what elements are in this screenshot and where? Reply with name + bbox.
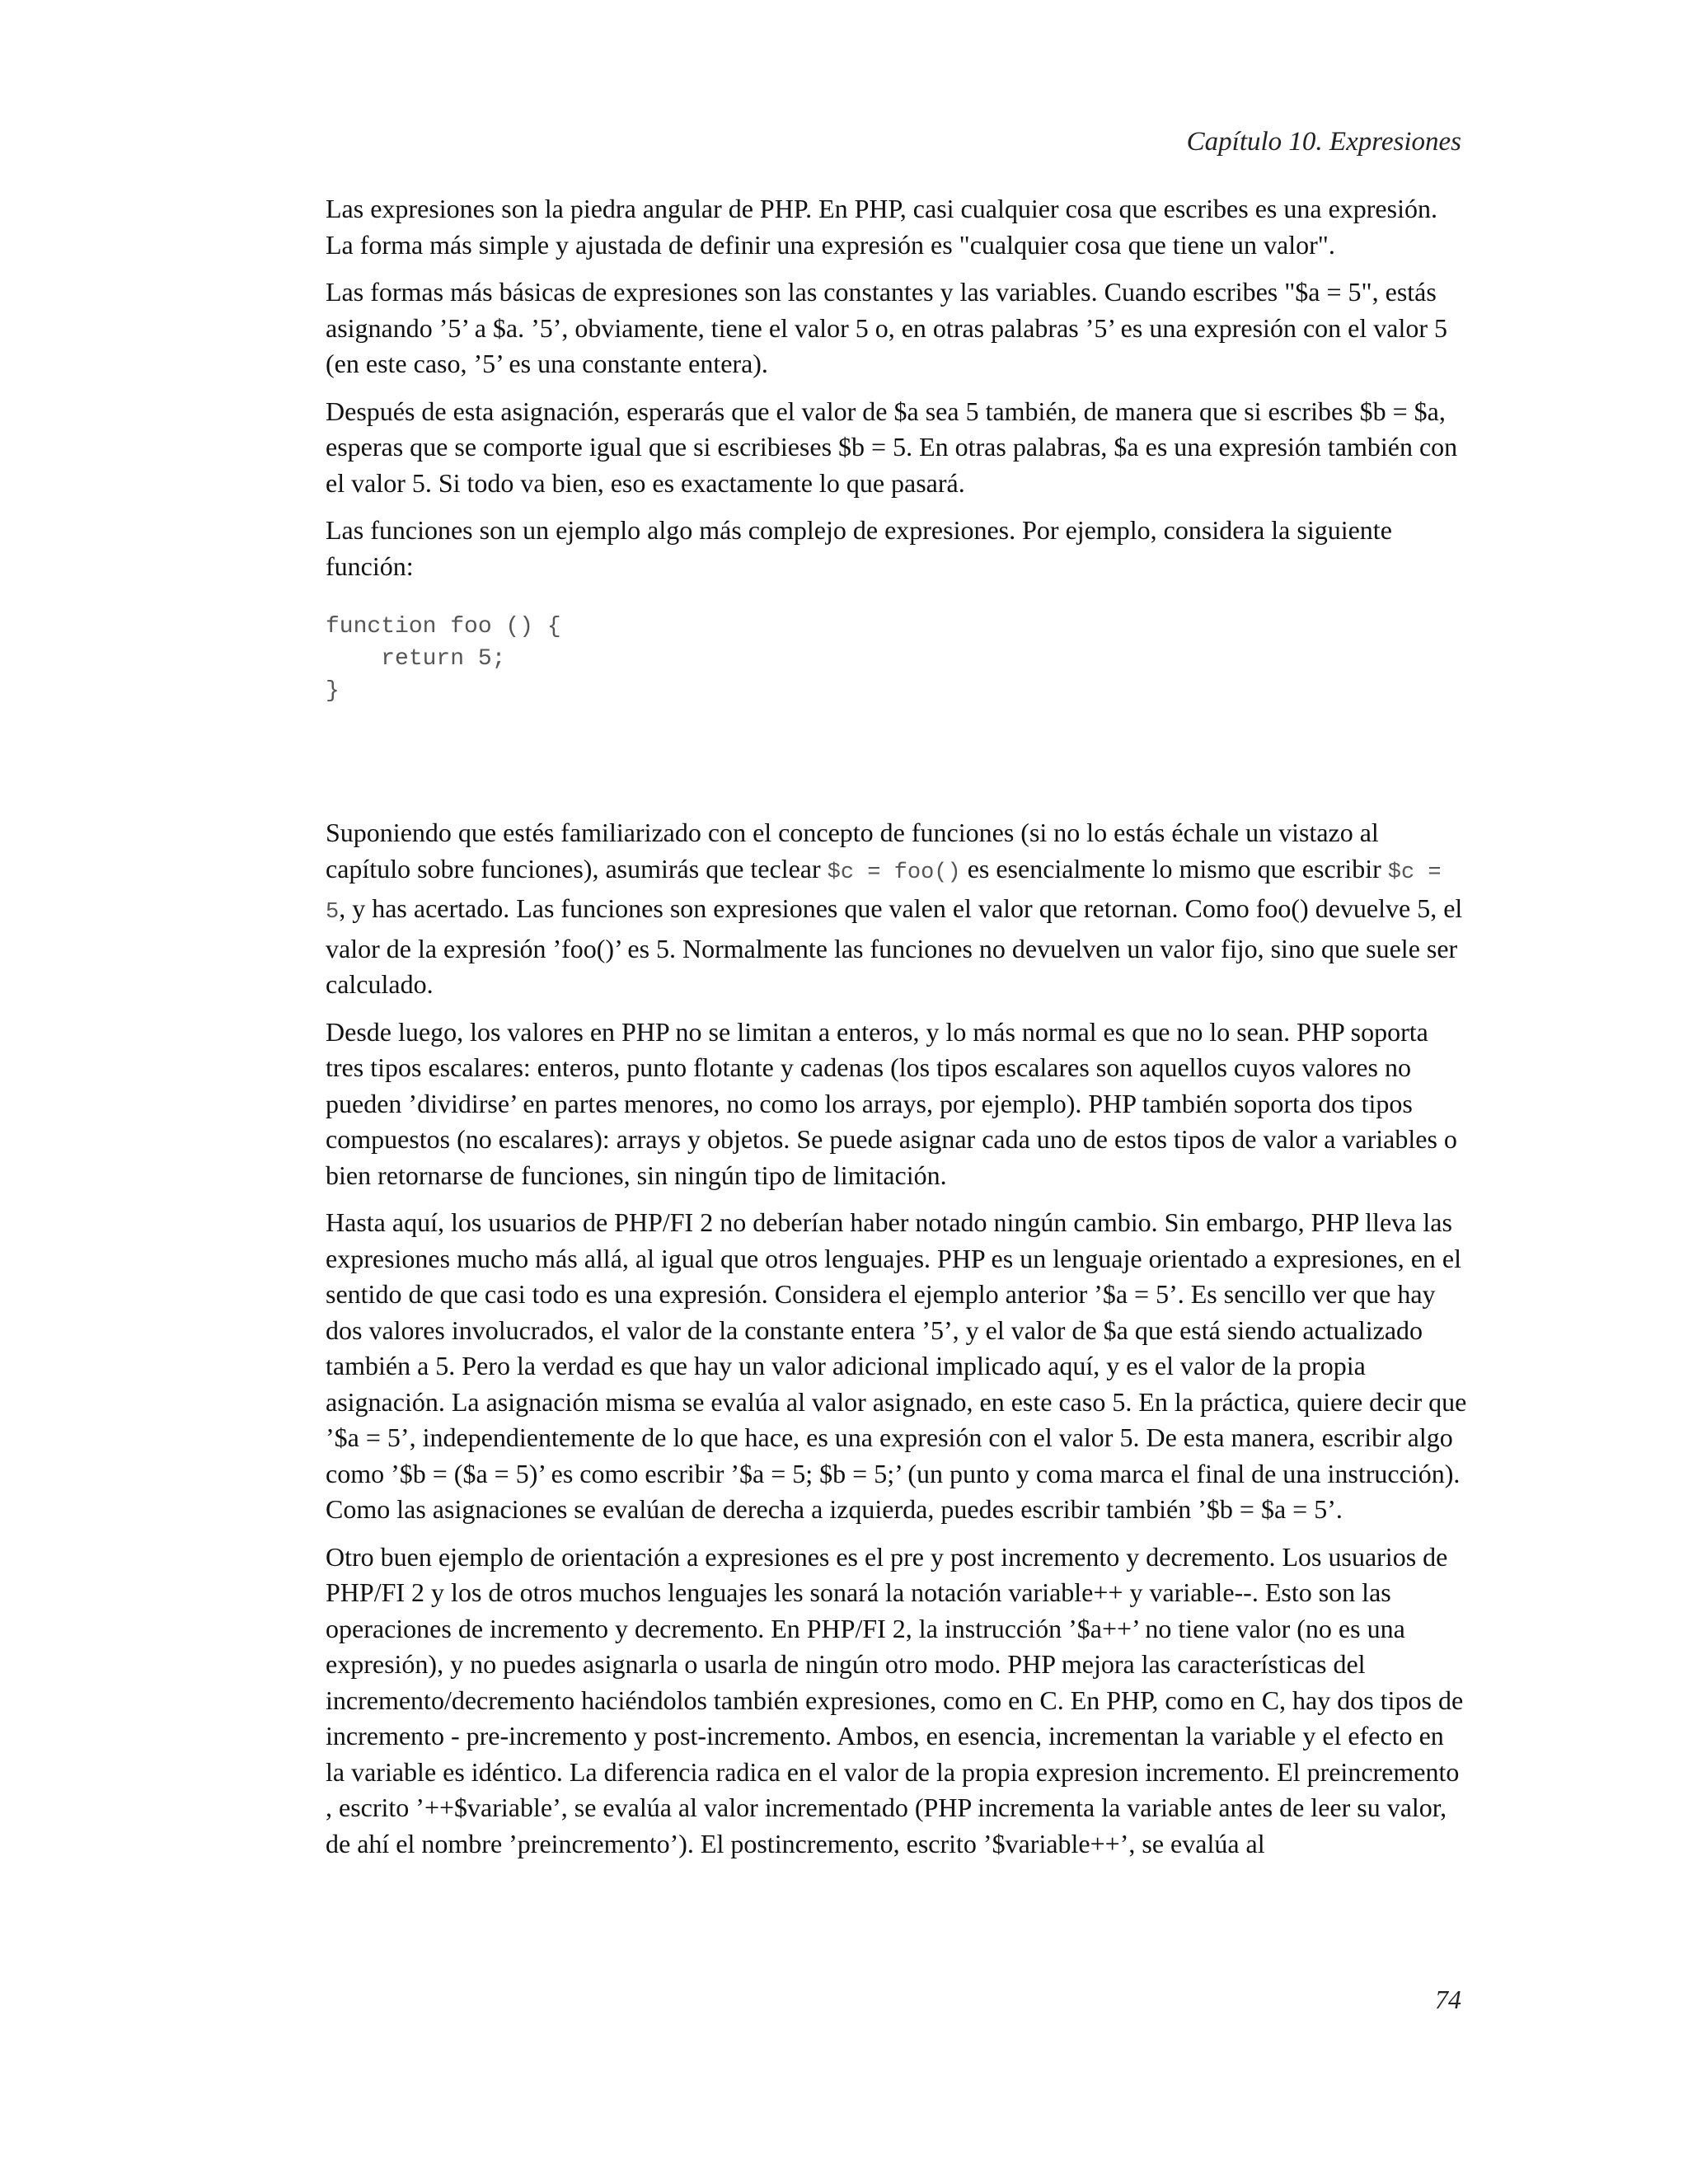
- paragraph-7: Hasta aquí, los usuarios de PHP/FI 2 no deberían haber notado ningún cambio. Sin embargo, PHP lleva las expresiones mucho más allá, al igual que otros lenguajes. PHP es un lenguaje orientado a expresiones, en el sentido de que casi todo es una expresión. Considera el ejemplo anterior ’$a = 5’. Es sencillo ver que hay dos valores involucrados, el valor de la constante entera ’5’, y el valor de $a que está siendo actualizado también a 5. Pero la verdad es que hay un valor adicional implicado aquí, y es el valor de la propia asignación. La asignación misma se evalúa al valor asignado, en este caso 5. En la práctica, quiere decir que ’$a = 5’, independientemente de lo que hace, es una expresión con el valor 5. De esta manera, escribir algo como ’$b = ($a = 5)’ es como escribir ’$a = 5; $b = 5;’ (un punto y coma marca el final de una instrucción). Como las asignaciones se evalúan de derecha a izquierda, puedes escribir también ’$b = $a = 5’.: [326, 1207, 1467, 1524]
- paragraph-3: Después de esta asignación, esperarás que el valor de $a sea 5 también, de manera que si escribes $b = $a, esperas que se comporte igual que si escribieses $b = 5. En otras palabras, $a es una expresión también con el valor 5. Si todo va bien, eso es exactamente lo que pasará.: [326, 396, 1458, 498]
- paragraph-5-text-3: , y has acertado. Las funciones son expresiones que valen el valor que retornan. Como foo() devuelve 5, el valor de la expresión ’foo()’ es 5. Normalmente las funciones no devuelven un valor fijo, sino que suele ser calculado.: [326, 893, 1463, 999]
- code-example-function-foo: function foo () { return 5; }: [326, 614, 561, 704]
- paragraph-6: Desde luego, los valores en PHP no se limitan a enteros, y lo más normal es que no lo sean. PHP soporta tres tipos escalares: enteros, punto flotante y cadenas (los tipos escalares son aquellos cuyos valores no pueden ’dividirse’ en partes menores, no como los arrays, por ejemplo). PHP también soporta dos tipos compuestos (no escalares): arrays y objetos. Se puede asignar cada uno de estos tipos de valor a variables o bien retornarse de funciones, sin ningún tipo de limitación.: [326, 1016, 1457, 1190]
- paragraph-2: Las formas más básicas de expresiones son las constantes y las variables. Cuando escribes "$a = 5", estás asignando ’5’ a $a. ’5’, obviamente, tiene el valor 5 o, en otras palabras ’5’ es una expresión con el valor 5 (en este caso, ’5’ es una constante entera).: [326, 277, 1447, 378]
- paragraph-4: Las funciones son un ejemplo algo más complejo de expresiones. Por ejemplo, considera la siguiente función:: [326, 515, 1392, 581]
- inline-code-c-equals-5: $c = 5: [326, 860, 1442, 925]
- running-header-chapter-title: Capítulo 10. Expresiones: [1186, 127, 1461, 157]
- paragraph-1: Las expresiones son la piedra angular de PHP. En PHP, casi cualquier cosa que escribes es una expresión. La forma más simple y ajustada de definir una expresión es "cualquier cosa que tiene un valor".: [326, 194, 1437, 260]
- page-number: 74: [1435, 1985, 1461, 2014]
- paragraph-8: Otro buen ejemplo de orientación a expresiones es el pre y post incremento y decremento. Los usuarios de PHP/FI 2 y los de otros muchos lenguajes les sonará la notación variable++ y variable--. Esto son las operaciones de incremento y decremento. En PHP/FI 2, la instrucción ’$a++’ no tiene valor (no es una expresión), y no puedes asignarla o usarla de ningún otro modo. PHP mejora las características del incremento/decremento haciéndolos también expresiones, como en C. En PHP, como en C, hay dos tipos de incremento - pre-incremento y post-incremento. Ambos, en esencia, incrementan la variable y el efecto en la variable es idéntico. La diferencia radica en el valor de la propia expresion incremento. El preincremento , escrito ’++$variable’, se evalúa al valor incrementado (PHP incrementa la variable antes de leer su valor, de ahí el nombre ’preincremento’). El postincremento, escrito ’$variable++’, se evalúa al: [326, 1541, 1464, 1858]
- page-content: [326, 191, 1467, 1873]
- inline-code-c-equals-foo: $c = foo(): [827, 860, 961, 885]
- paragraph-5: [326, 815, 1467, 1003]
- code-spacer: [326, 707, 1467, 815]
- paragraph-5-text-1: Suponiendo que estés familiarizado con el concepto de funciones (si no lo estás échale un vistazo al capítulo sobre funciones), asumirás que teclear: [326, 818, 1379, 883]
- paragraph-5-text-2: es esencialmente lo mismo que escribir: [960, 853, 1388, 883]
